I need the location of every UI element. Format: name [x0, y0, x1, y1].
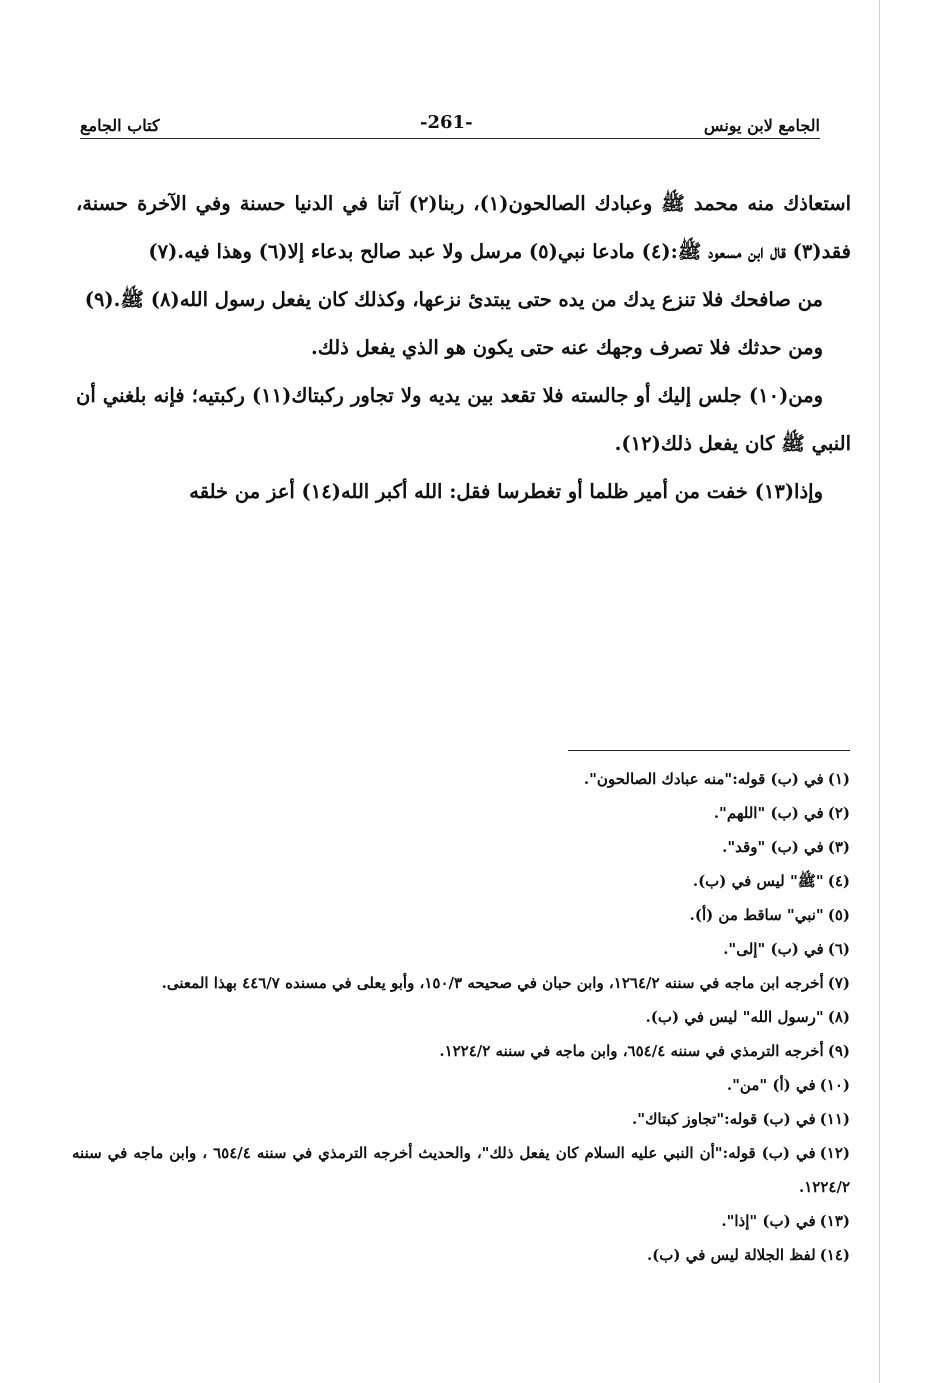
footnote [72, 1136, 850, 1204]
footnote-text: في (ب) "إذا". [721, 1212, 816, 1230]
footnote-number: (١١) [819, 1110, 850, 1128]
main-text [76, 180, 851, 516]
footnote-number: (٨) [827, 1008, 850, 1026]
footnote-text: في (ب) قوله:"منه عبادك الصالحون". [583, 770, 824, 788]
footnote-number: (٦) [827, 940, 850, 958]
footnote-text: في (ب) "إلى". [723, 940, 824, 958]
footnote-number: (٣) [827, 838, 850, 856]
footnote [72, 1204, 850, 1238]
footnote [72, 1102, 850, 1136]
footnote [72, 864, 850, 898]
footnote [72, 1000, 850, 1034]
footnote [72, 932, 850, 966]
footnote-text: في (ب) "وقد". [722, 838, 824, 856]
page-edge-line [879, 0, 880, 1383]
paragraph: من صافحك فلا تنزع يدك من يده حتى يبتدئ نزعها، وكذلك كان يفعل رسول الله(٨) ﷺ.(٩) [84, 288, 823, 311]
footnote-text: في (ب) "اللهم". [713, 804, 824, 822]
footnote-number: (٩) [827, 1042, 850, 1060]
footnote-number: (١٣) [819, 1212, 850, 1230]
footnote-number: (١) [827, 770, 850, 788]
footnote-text: أخرجه ابن ماجه في سننه ١٢٦٤/٢، وابن حبان في صحيحه ١٥٠/٣، وأبو يعلى في مسنده ٤٤٦/٧ بهذا المعنى. [161, 974, 824, 992]
footnote-text: أخرجه الترمذي في سننه ٦٥٤/٤، وابن ماجه في سننه ١٢٢٤/٢. [439, 1042, 824, 1060]
footnote-separator [568, 750, 850, 751]
footnote-number: (٤) [827, 872, 850, 890]
footnote-text: "نبي" ساقط من (أ). [689, 906, 824, 924]
footnotes [72, 762, 850, 1272]
footnote-text: لفظ الجلالة ليس في (ب). [646, 1246, 816, 1264]
footnote-number: (١٢) [819, 1144, 850, 1162]
paragraph: استعاذك منه محمد ﷺ وعبادك الصالحون(١)، ربنا(٢) آتنا في الدنيا حسنة وفي الآخرة حسنة، فقد(٣) قال ابن مسعود ﷺ:(٤) مادعا نبي(٥) مرسل ولا عبد صالح بدعاء إلا(٦) وهذا فيه.(٧) [76, 192, 851, 263]
footnote [72, 830, 850, 864]
header-rule [80, 138, 820, 139]
paragraph: ومن حدثك فلا تصرف وجهك عنه حتى يكون هو الذي يفعل ذلك. [311, 336, 823, 359]
paragraph: وإذا(١٣) خفت من أمير ظلما أو تغطرسا فقل: الله أكبر الله(١٤) أعز من خلقه [189, 480, 823, 503]
footnote [72, 1034, 850, 1068]
footnote-number: (١٤) [819, 1246, 850, 1264]
chapter-title: كتاب الجامع [80, 116, 160, 135]
footnote [72, 796, 850, 830]
paragraph: ومن(١٠) جلس إليك أو جالسته فلا تقعد بين يديه ولا تجاور ركبتاك(١١) ركبتيه؛ فإنه بلغني أن النبي ﷺ كان يفعل ذلك(١٢). [76, 384, 851, 455]
footnote-number: (٥) [827, 906, 850, 924]
footnote-text: في (أ) "من". [726, 1076, 816, 1094]
footnote-text: "رسول الله" ليس في (ب). [645, 1008, 824, 1026]
footnote [72, 966, 850, 1000]
footnote [72, 1068, 850, 1102]
footnote-text: في (ب) قوله:"تجاوز كبتاك". [632, 1110, 816, 1128]
footnote-text: في (ب) قوله:"أن النبي عليه السلام كان يفعل ذلك"، والحديث أخرجه الترمذي في سننه ٦٥٤/٤ ، وابن ماجه في سننه ١٢٢٤/٢. [72, 1144, 850, 1196]
footnote-number: (١٠) [819, 1076, 850, 1094]
footnote-number: (٢) [827, 804, 850, 822]
footnote-text: "ﷺ" ليس في (ب). [692, 872, 824, 890]
footnote [72, 898, 850, 932]
page-number: -261- [420, 112, 473, 133]
footnote-number: (٧) [827, 974, 850, 992]
footnote [72, 1238, 850, 1272]
book-title: الجامع لابن يونس [703, 116, 820, 135]
footnote [72, 762, 850, 796]
